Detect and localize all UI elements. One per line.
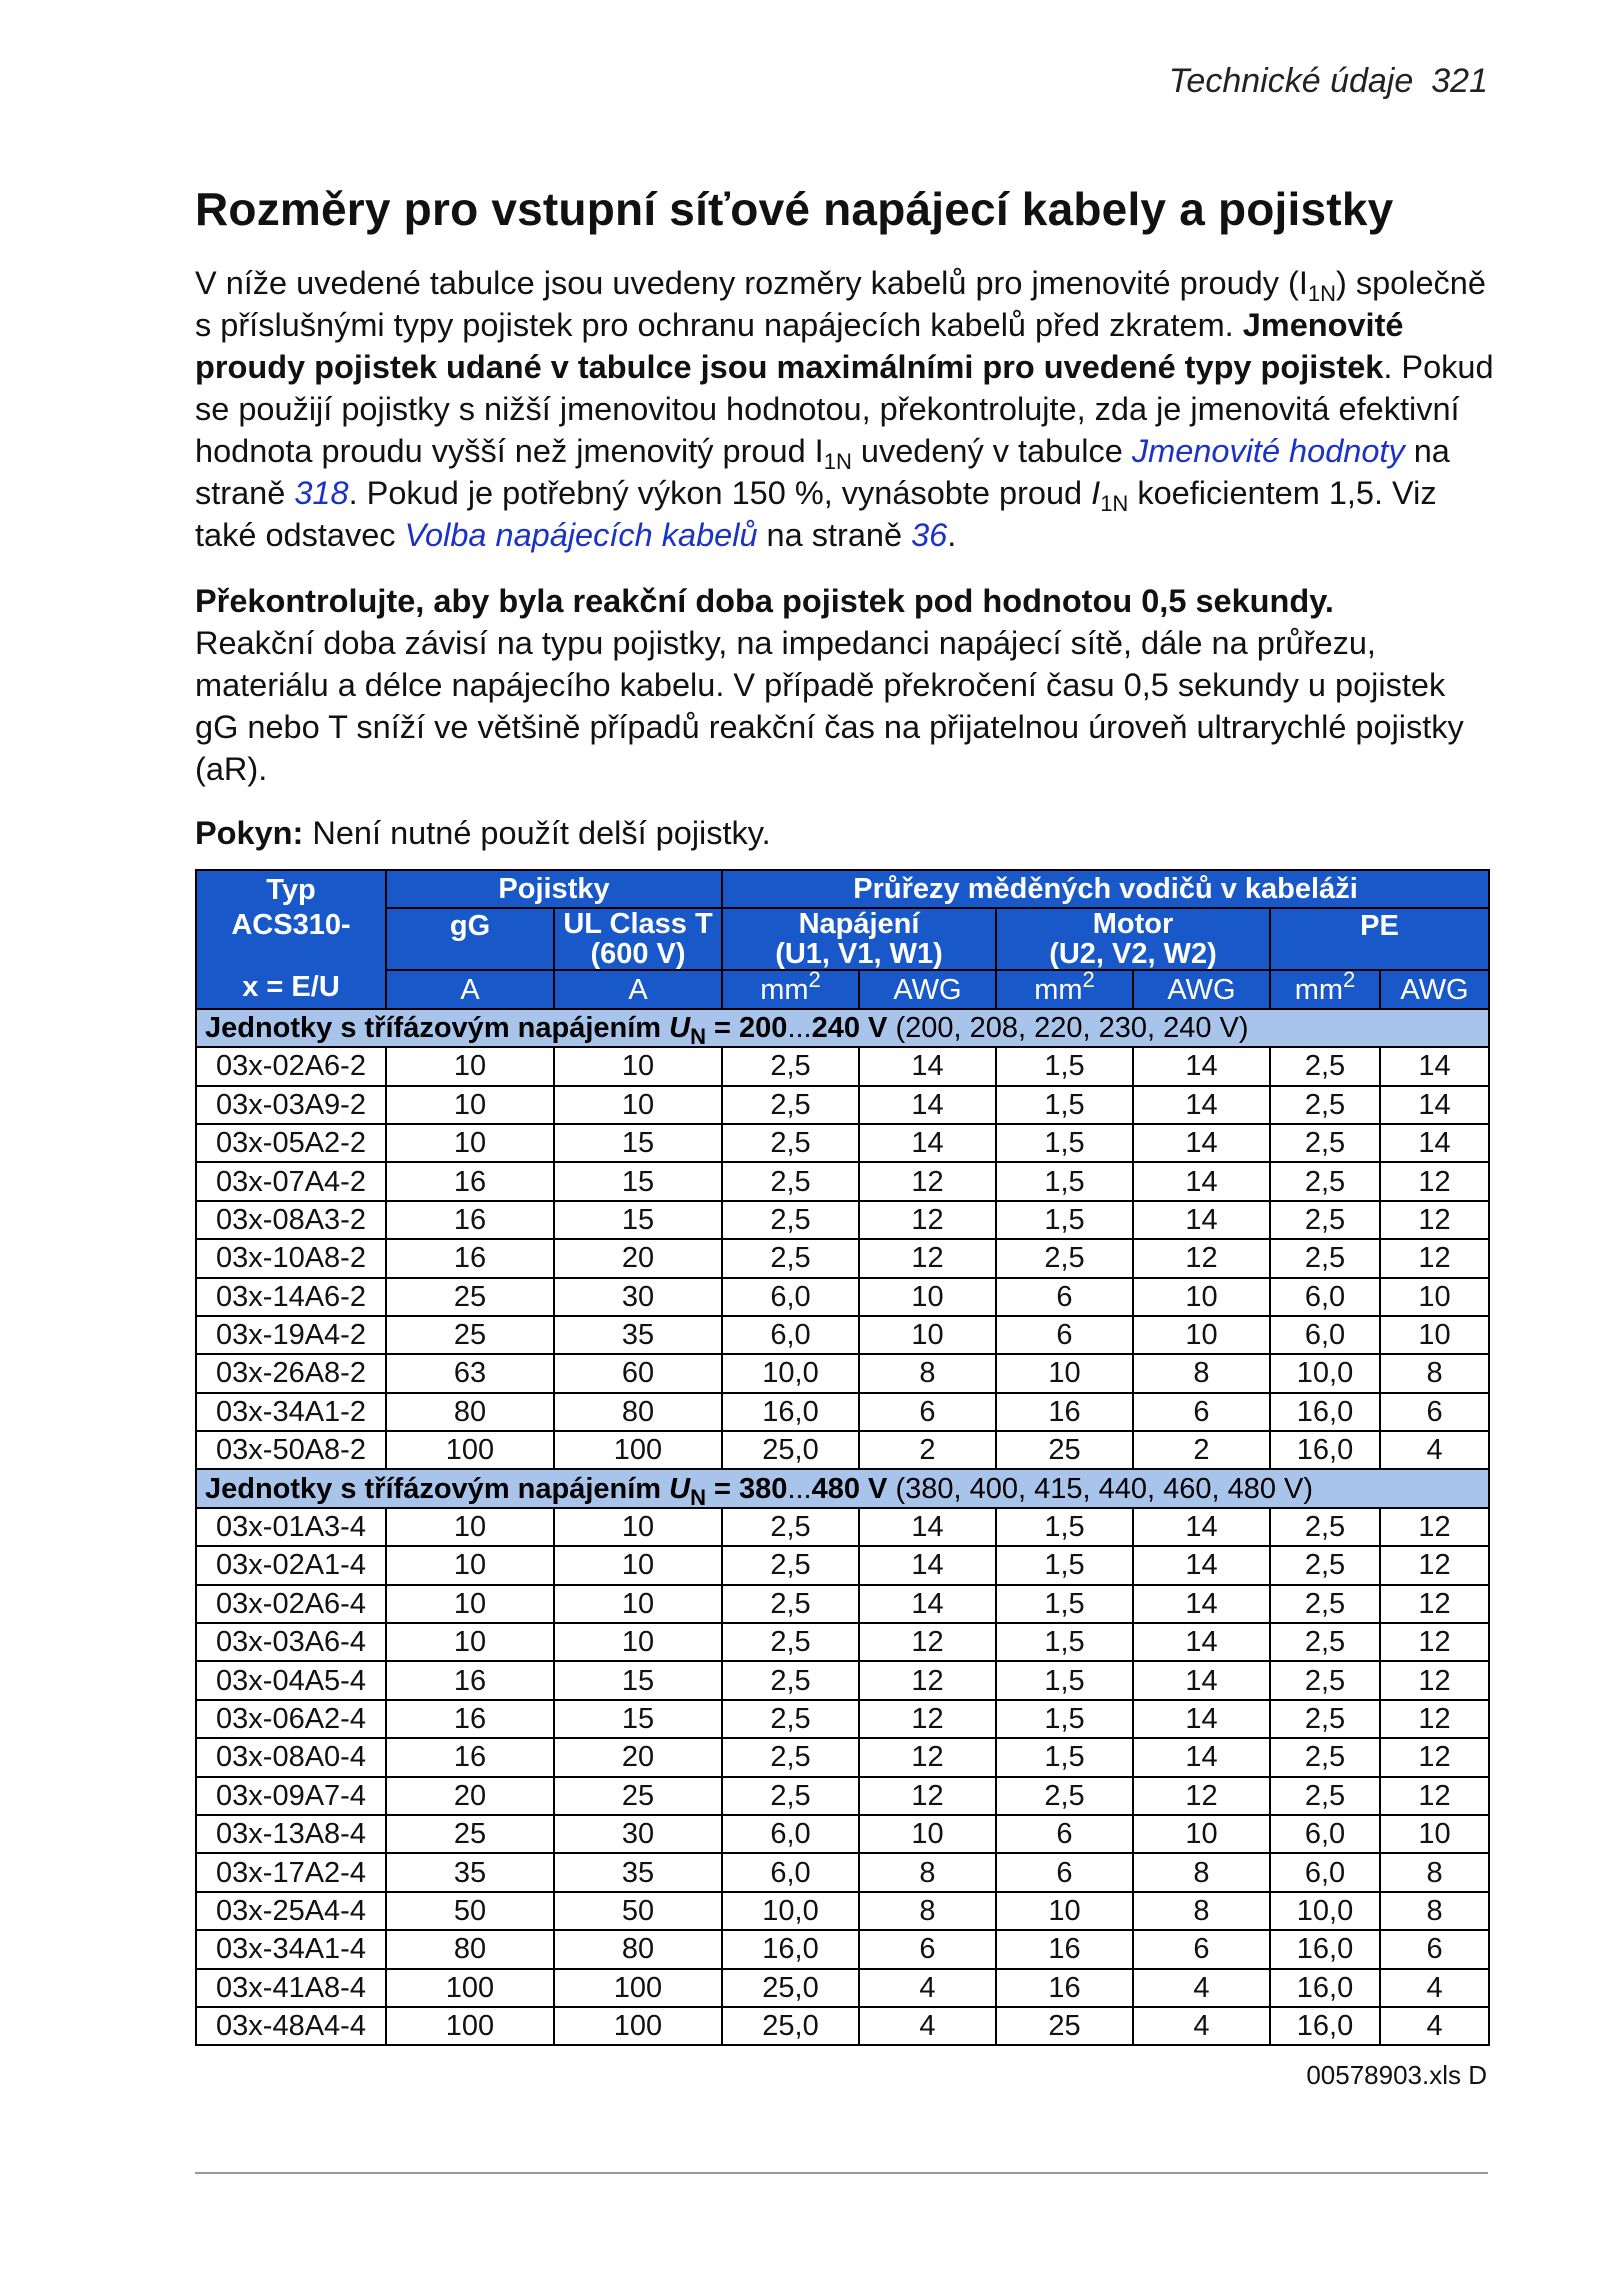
table-row [196, 1853, 1489, 1891]
header-pe: PE [1270, 908, 1489, 970]
table-cell: 25,0 [722, 2007, 859, 2045]
table-cell: 6,0 [722, 1853, 859, 1891]
table-cell: 20 [554, 1239, 722, 1277]
table-cell: 4 [1380, 1431, 1489, 1469]
table-cell: 16 [996, 1969, 1133, 2007]
table-cell: 14 [859, 1086, 996, 1124]
table-cell: 2,5 [1270, 1239, 1380, 1277]
table-cell: 1,5 [996, 1201, 1133, 1239]
table-cell: 03x-02A1-4 [196, 1546, 386, 1584]
table-cell: 12 [859, 1162, 996, 1200]
table-cell: 14 [859, 1508, 996, 1546]
table-row [196, 1278, 1489, 1316]
table-cell: 100 [386, 1969, 554, 2007]
table-cell: 6 [996, 1815, 1133, 1853]
table-row [196, 1086, 1489, 1124]
table-cell: 2,5 [1270, 1047, 1380, 1085]
table-cell: 10 [996, 1354, 1133, 1392]
table-cell: 2 [859, 1431, 996, 1469]
table-cell: 16,0 [1270, 1969, 1380, 2007]
table-cell: 16,0 [722, 1930, 859, 1968]
table-cell: 03x-14A6-2 [196, 1278, 386, 1316]
table-cell: 2 [1133, 1431, 1270, 1469]
table-row [196, 1777, 1489, 1815]
table-cell: 80 [554, 1930, 722, 1968]
table-row [196, 1969, 1489, 2007]
header-cross-sections: Průřezy měděných vodičů v kabeláži [722, 870, 1489, 908]
table-cell: 03x-19A4-2 [196, 1316, 386, 1354]
table-row [196, 1700, 1489, 1738]
table-cell: 10 [386, 1585, 554, 1623]
reaction-time-paragraph: Překontrolujte, aby byla reakční doba pojistek pod hodnotou 0,5 sekundy. Reakční doba závisí na typu pojistky, na impedanci napájecí sítě, dále na průřezu, materiálu a délce napájecího kabelu. V případě překročení času 0,5 sekundy u pojistek gG nebo T sníží ve většině případů reakční čas na přijatelnou úroveň ultrarychlé pojistky (aR). [195, 583, 1464, 787]
table-cell: 14 [1380, 1047, 1489, 1085]
table-cell: 1,5 [996, 1623, 1133, 1661]
table-cell: 16 [996, 1393, 1133, 1431]
table-row [196, 1623, 1489, 1661]
table-cell: 1,5 [996, 1700, 1133, 1738]
table-cell: 6 [1380, 1930, 1489, 1968]
table-row [196, 1431, 1489, 1469]
table-cell: 16 [386, 1201, 554, 1239]
table-cell: 03x-04A5-4 [196, 1661, 386, 1699]
table-row [196, 1930, 1489, 1968]
header-supply: Napájení (U1, V1, W1) [722, 908, 996, 970]
table-cell: 2,5 [1270, 1546, 1380, 1584]
table-cell: 14 [1133, 1546, 1270, 1584]
table-cell: 12 [859, 1700, 996, 1738]
table-cell: 14 [859, 1047, 996, 1085]
reaction-time-heading: Překontrolujte, aby byla reakční doba pojistek pod hodnotou 0,5 sekundy. [195, 583, 1334, 619]
rows-200-240 [196, 1047, 1489, 1469]
table-cell: 16 [386, 1661, 554, 1699]
table-cell: 03x-50A8-2 [196, 1431, 386, 1469]
table-cell: 8 [1380, 1853, 1489, 1891]
table-cell: 6,0 [722, 1815, 859, 1853]
table-cell: 10 [554, 1508, 722, 1546]
table-cell: 2,5 [1270, 1585, 1380, 1623]
table-cell: 10 [554, 1546, 722, 1584]
table-cell: 2,5 [722, 1508, 859, 1546]
table-cell: 100 [386, 2007, 554, 2045]
table-cell: 6,0 [722, 1278, 859, 1316]
table-cell: 10 [386, 1623, 554, 1661]
table-cell: 12 [1380, 1162, 1489, 1200]
table-cell: 10 [554, 1047, 722, 1085]
table-cell: 2,5 [722, 1585, 859, 1623]
table-cell: 12 [859, 1623, 996, 1661]
header-acs: ACS310- x = E/U [196, 908, 386, 1008]
table-cell: 6 [859, 1930, 996, 1968]
table-cell: 1,5 [996, 1738, 1133, 1776]
table-row [196, 1393, 1489, 1431]
table-cell: 25 [386, 1278, 554, 1316]
table-cell: 2,5 [722, 1162, 859, 1200]
table-cell: 4 [859, 1969, 996, 2007]
table-cell: 10 [386, 1124, 554, 1162]
header-ul-class-t: UL Class T (600 V) [554, 908, 722, 970]
table-cell: 03x-03A6-4 [196, 1623, 386, 1661]
table-cell: 2,5 [722, 1623, 859, 1661]
table-cell: 25 [996, 2007, 1133, 2045]
table-row [196, 2007, 1489, 2045]
table-cell: 10 [1133, 1815, 1270, 1853]
table-cell: 12 [1380, 1239, 1489, 1277]
table-cell: 03x-25A4-4 [196, 1892, 386, 1930]
table-cell: 2,5 [1270, 1162, 1380, 1200]
table-cell: 10 [1380, 1278, 1489, 1316]
fuse-rating-note: Jmenovité proudy pojistek udané v tabulce jsou maximálními pro uvedené typy pojistek [195, 307, 1404, 385]
table-cell: 2,5 [722, 1661, 859, 1699]
table-cell: 16 [996, 1930, 1133, 1968]
header-gg: gG [386, 908, 554, 970]
table-cell: 2,5 [1270, 1124, 1380, 1162]
table-cell: 16,0 [1270, 1431, 1380, 1469]
table-row [196, 1162, 1489, 1200]
table-cell: 14 [1133, 1124, 1270, 1162]
table-cell: 25,0 [722, 1431, 859, 1469]
table-cell: 100 [554, 1969, 722, 2007]
table-cell: 8 [1133, 1354, 1270, 1392]
table-cell: 12 [1380, 1585, 1489, 1623]
table-row [196, 1546, 1489, 1584]
table-cell: 10,0 [1270, 1354, 1380, 1392]
table-row [196, 1201, 1489, 1239]
table-cell: 2,5 [722, 1546, 859, 1584]
table-cell: 8 [1133, 1853, 1270, 1891]
table-cell: 2,5 [996, 1239, 1133, 1277]
table-cell: 25 [386, 1815, 554, 1853]
unit-mm2: $mm^2$ [722, 970, 859, 1008]
table-cell: 12 [859, 1239, 996, 1277]
section-3phase-200-240: Jednotky s třífázovým napájením $U_N = 200...240$ V (200, 208, 220, 230, 240 V) [196, 1009, 1489, 1047]
table-cell: 4 [1380, 2007, 1489, 2045]
table-cell: 12 [859, 1201, 996, 1239]
unit-awg: AWG [859, 970, 996, 1008]
table-cell: 8 [1133, 1892, 1270, 1930]
table-cell: 10 [386, 1047, 554, 1085]
table-cell: 12 [859, 1738, 996, 1776]
table-row [196, 1661, 1489, 1699]
table-cell: 63 [386, 1354, 554, 1392]
table-cell: 6 [859, 1393, 996, 1431]
table-cell: 2,5 [1270, 1777, 1380, 1815]
table-cell: 15 [554, 1201, 722, 1239]
table-cell: 50 [386, 1892, 554, 1930]
table-cell: 60 [554, 1354, 722, 1392]
table-cell: 2,5 [1270, 1086, 1380, 1124]
table-cell: 14 [1133, 1047, 1270, 1085]
cable-fuse-table [195, 869, 1490, 2046]
table-cell: 6 [1380, 1393, 1489, 1431]
table-cell: 03x-08A3-2 [196, 1201, 386, 1239]
table-cell: 14 [1133, 1162, 1270, 1200]
table-cell: 35 [554, 1853, 722, 1891]
table-cell: 4 [1380, 1969, 1489, 2007]
unit-a: A [554, 970, 722, 1008]
table-cell: 6,0 [1270, 1815, 1380, 1853]
table-cell: 25,0 [722, 1969, 859, 2007]
table-cell: 1,5 [996, 1661, 1133, 1699]
table-row [196, 1892, 1489, 1930]
table-cell: 50 [554, 1892, 722, 1930]
unit-mm2: $mm^2$ [1270, 970, 1380, 1008]
unit-awg: AWG [1380, 970, 1489, 1008]
table-cell: 14 [859, 1546, 996, 1584]
table-cell: 03x-10A8-2 [196, 1239, 386, 1277]
table-cell: 25 [386, 1316, 554, 1354]
unit-mm2: $mm^2$ [996, 970, 1133, 1008]
table-cell: 35 [386, 1853, 554, 1891]
table-cell: 6,0 [1270, 1853, 1380, 1891]
table-cell: 03x-08A0-4 [196, 1738, 386, 1776]
table-cell: 1,5 [996, 1047, 1133, 1085]
table-cell: 20 [386, 1777, 554, 1815]
header-section: Technické údaje [1168, 62, 1414, 100]
table-cell: 12 [1133, 1777, 1270, 1815]
table-cell: 8 [859, 1853, 996, 1891]
table-cell: 6 [996, 1278, 1133, 1316]
table-cell: 4 [859, 2007, 996, 2045]
table-cell: 10 [859, 1278, 996, 1316]
table-cell: 12 [1380, 1508, 1489, 1546]
table-cell: 4 [1133, 2007, 1270, 2045]
table-cell: 16,0 [1270, 2007, 1380, 2045]
table-cell: 10 [554, 1585, 722, 1623]
table-row [196, 1585, 1489, 1623]
note-label: Pokyn: [195, 815, 304, 851]
table-cell: 1,5 [996, 1086, 1133, 1124]
table-cell: 10 [386, 1086, 554, 1124]
table-cell: 15 [554, 1700, 722, 1738]
table-cell: 6 [996, 1316, 1133, 1354]
table-cell: 1,5 [996, 1162, 1133, 1200]
table-row [196, 1124, 1489, 1162]
table-cell: 20 [554, 1738, 722, 1776]
rows-380-480 [196, 1508, 1489, 2045]
table-cell: 03x-09A7-4 [196, 1777, 386, 1815]
table-cell: 80 [554, 1393, 722, 1431]
table-cell: 12 [1133, 1239, 1270, 1277]
page-number: 321 [1431, 62, 1488, 100]
table-cell: 14 [1380, 1124, 1489, 1162]
table-cell: 10 [1133, 1316, 1270, 1354]
table-cell: 03x-34A1-4 [196, 1930, 386, 1968]
table-cell: 2,5 [1270, 1623, 1380, 1661]
table-cell: 10,0 [722, 1354, 859, 1392]
table-row [196, 1815, 1489, 1853]
table-cell: 16 [386, 1700, 554, 1738]
link-cable-selection[interactable]: Volba napájecích kabelů [404, 517, 758, 553]
table-cell: 12 [1380, 1623, 1489, 1661]
link-page-36[interactable]: 36 [911, 517, 948, 553]
table-cell: 2,5 [722, 1047, 859, 1085]
table-cell: 6,0 [722, 1316, 859, 1354]
table-cell: 10 [859, 1815, 996, 1853]
table-cell: 03x-13A8-4 [196, 1815, 386, 1853]
table-cell: 03x-41A8-4 [196, 1969, 386, 2007]
table-cell: 10 [1380, 1815, 1489, 1853]
table-cell: 16,0 [1270, 1930, 1380, 1968]
table-cell: 8 [1380, 1354, 1489, 1392]
table-cell: 6 [996, 1853, 1133, 1891]
table-row [196, 1316, 1489, 1354]
link-page-318[interactable]: 318 [294, 475, 349, 511]
table-cell: 1,5 [996, 1585, 1133, 1623]
table-cell: 03x-01A3-4 [196, 1508, 386, 1546]
bottom-divider [195, 2172, 1488, 2174]
table-cell: 80 [386, 1930, 554, 1968]
note-paragraph: Pokyn: Není nutné použít delší pojistky. [195, 815, 771, 851]
table-cell: 12 [1380, 1738, 1489, 1776]
table-cell: 30 [554, 1278, 722, 1316]
table-cell: 10 [1380, 1316, 1489, 1354]
table-cell: 100 [554, 2007, 722, 2045]
table-cell: 10 [996, 1892, 1133, 1930]
table-cell: 2,5 [1270, 1700, 1380, 1738]
page-title: Rozměry pro vstupní síťové napájecí kabely a pojistky [195, 183, 1394, 235]
table-cell: 8 [859, 1354, 996, 1392]
table-cell: 1,5 [996, 1508, 1133, 1546]
table-cell: 2,5 [722, 1239, 859, 1277]
table-cell: 12 [1380, 1700, 1489, 1738]
table-cell: 2,5 [1270, 1508, 1380, 1546]
table-cell: 2,5 [722, 1124, 859, 1162]
table-cell: 03x-03A9-2 [196, 1086, 386, 1124]
table-cell: 6 [1133, 1930, 1270, 1968]
table-cell: 03x-26A8-2 [196, 1354, 386, 1392]
table-cell: 10 [554, 1086, 722, 1124]
table-cell: 03x-17A2-4 [196, 1853, 386, 1891]
file-reference: 00578903.xls D [1306, 2060, 1487, 2090]
page-header [1169, 62, 1488, 101]
header-typ: Typ [196, 870, 386, 908]
table-row [196, 1738, 1489, 1776]
table-cell: 16 [386, 1162, 554, 1200]
table-cell: 8 [1380, 1892, 1489, 1930]
unit-awg: AWG [1133, 970, 1270, 1008]
table-cell: 100 [554, 1431, 722, 1469]
table-cell: 25 [554, 1777, 722, 1815]
table-cell: 1,5 [996, 1124, 1133, 1162]
header-motor: Motor (U2, V2, W2) [996, 908, 1270, 970]
table-cell: 14 [1133, 1738, 1270, 1776]
table-cell: 2,5 [996, 1777, 1133, 1815]
table-cell: 14 [1133, 1585, 1270, 1623]
table-cell: 2,5 [722, 1777, 859, 1815]
table-cell: 16 [386, 1239, 554, 1277]
table-cell: 03x-34A1-2 [196, 1393, 386, 1431]
table-cell: 10,0 [722, 1892, 859, 1930]
table-cell: 80 [386, 1393, 554, 1431]
table-cell: 35 [554, 1316, 722, 1354]
table-cell: 14 [859, 1124, 996, 1162]
table-row [196, 1508, 1489, 1546]
table-cell: 03x-07A4-2 [196, 1162, 386, 1200]
table-cell: 14 [1133, 1623, 1270, 1661]
table-cell: 12 [1380, 1777, 1489, 1815]
table-cell: 2,5 [722, 1700, 859, 1738]
table-cell: 03x-48A4-4 [196, 2007, 386, 2045]
section-3phase-380-480: Jednotky s třífázovým napájením $U_N = 380...480$ V (380, 400, 415, 440, 460, 480 V) [196, 1469, 1489, 1507]
intro-paragraph: V níže uvedené tabulce jsou uvedeny rozměry kabelů pro jmenovité proudy $(I_{1N})$ společně s příslušnými typy pojistek pro ochranu napájecích kabelů před zkratem. Jmenovité proudy pojistek udané v tabulce jsou maximálními pro uvedené typy pojistek. Pokud se použijí pojistky s nižší jmenovitou hodnotou, překontrolujte, zda je jmenovitá efektivní hodnota proudu vyšší než jmenovitý proud $I_{1N}$ uvedený v tabulce Jmenovité hodnoty na straně 318. Pokud je potřebný výkon 150 %, vynásobte proud $I_{1N}$ koeficientem 1,5. Viz také odstavec Volba napájecích kabelů na straně 36. [195, 265, 1494, 553]
table-cell: 14 [1133, 1508, 1270, 1546]
table-cell: 2,5 [1270, 1201, 1380, 1239]
table-row [196, 1047, 1489, 1085]
table-cell: 16 [386, 1738, 554, 1776]
table-cell: 25 [996, 1431, 1133, 1469]
table-cell: 16,0 [1270, 1393, 1380, 1431]
table-cell: 03x-05A2-2 [196, 1124, 386, 1162]
table-cell: 6,0 [1270, 1278, 1380, 1316]
table-cell: 2,5 [722, 1086, 859, 1124]
table-cell: 16,0 [722, 1393, 859, 1431]
table-cell: 2,5 [1270, 1738, 1380, 1776]
table-cell: 03x-06A2-4 [196, 1700, 386, 1738]
table-cell: 10 [1133, 1278, 1270, 1316]
table-cell: 10 [386, 1546, 554, 1584]
table-cell: 15 [554, 1162, 722, 1200]
table-cell: 15 [554, 1124, 722, 1162]
table-cell: 30 [554, 1815, 722, 1853]
unit-a: A [386, 970, 554, 1008]
table-cell: 8 [859, 1892, 996, 1930]
table-cell: 14 [1380, 1086, 1489, 1124]
table-cell: 6 [1133, 1393, 1270, 1431]
table-cell: 10 [859, 1316, 996, 1354]
table-cell: 12 [859, 1661, 996, 1699]
table-row [196, 1239, 1489, 1277]
table-cell: 12 [1380, 1201, 1489, 1239]
table-cell: 2,5 [1270, 1661, 1380, 1699]
table-cell: 2,5 [722, 1201, 859, 1239]
table-cell: 14 [1133, 1661, 1270, 1699]
table-cell: 6,0 [1270, 1316, 1380, 1354]
table-cell: 14 [859, 1585, 996, 1623]
header-fuses: Pojistky [386, 870, 722, 908]
table-cell: 14 [1133, 1086, 1270, 1124]
table-cell: 03x-02A6-2 [196, 1047, 386, 1085]
table-cell: 1,5 [996, 1546, 1133, 1584]
table-cell: 12 [1380, 1546, 1489, 1584]
table-cell: 14 [1133, 1201, 1270, 1239]
table-cell: 15 [554, 1661, 722, 1699]
table-cell: 14 [1133, 1700, 1270, 1738]
table-cell: 2,5 [722, 1738, 859, 1776]
table-cell: 12 [859, 1777, 996, 1815]
link-ratings[interactable]: Jmenovité hodnoty [1131, 433, 1405, 469]
table-cell: 12 [1380, 1661, 1489, 1699]
table-cell: 10 [554, 1623, 722, 1661]
table-cell: 100 [386, 1431, 554, 1469]
table-row [196, 1354, 1489, 1392]
table-cell: 4 [1133, 1969, 1270, 2007]
table-cell: 03x-02A6-4 [196, 1585, 386, 1623]
table-cell: 10,0 [1270, 1892, 1380, 1930]
table-cell: 10 [386, 1508, 554, 1546]
